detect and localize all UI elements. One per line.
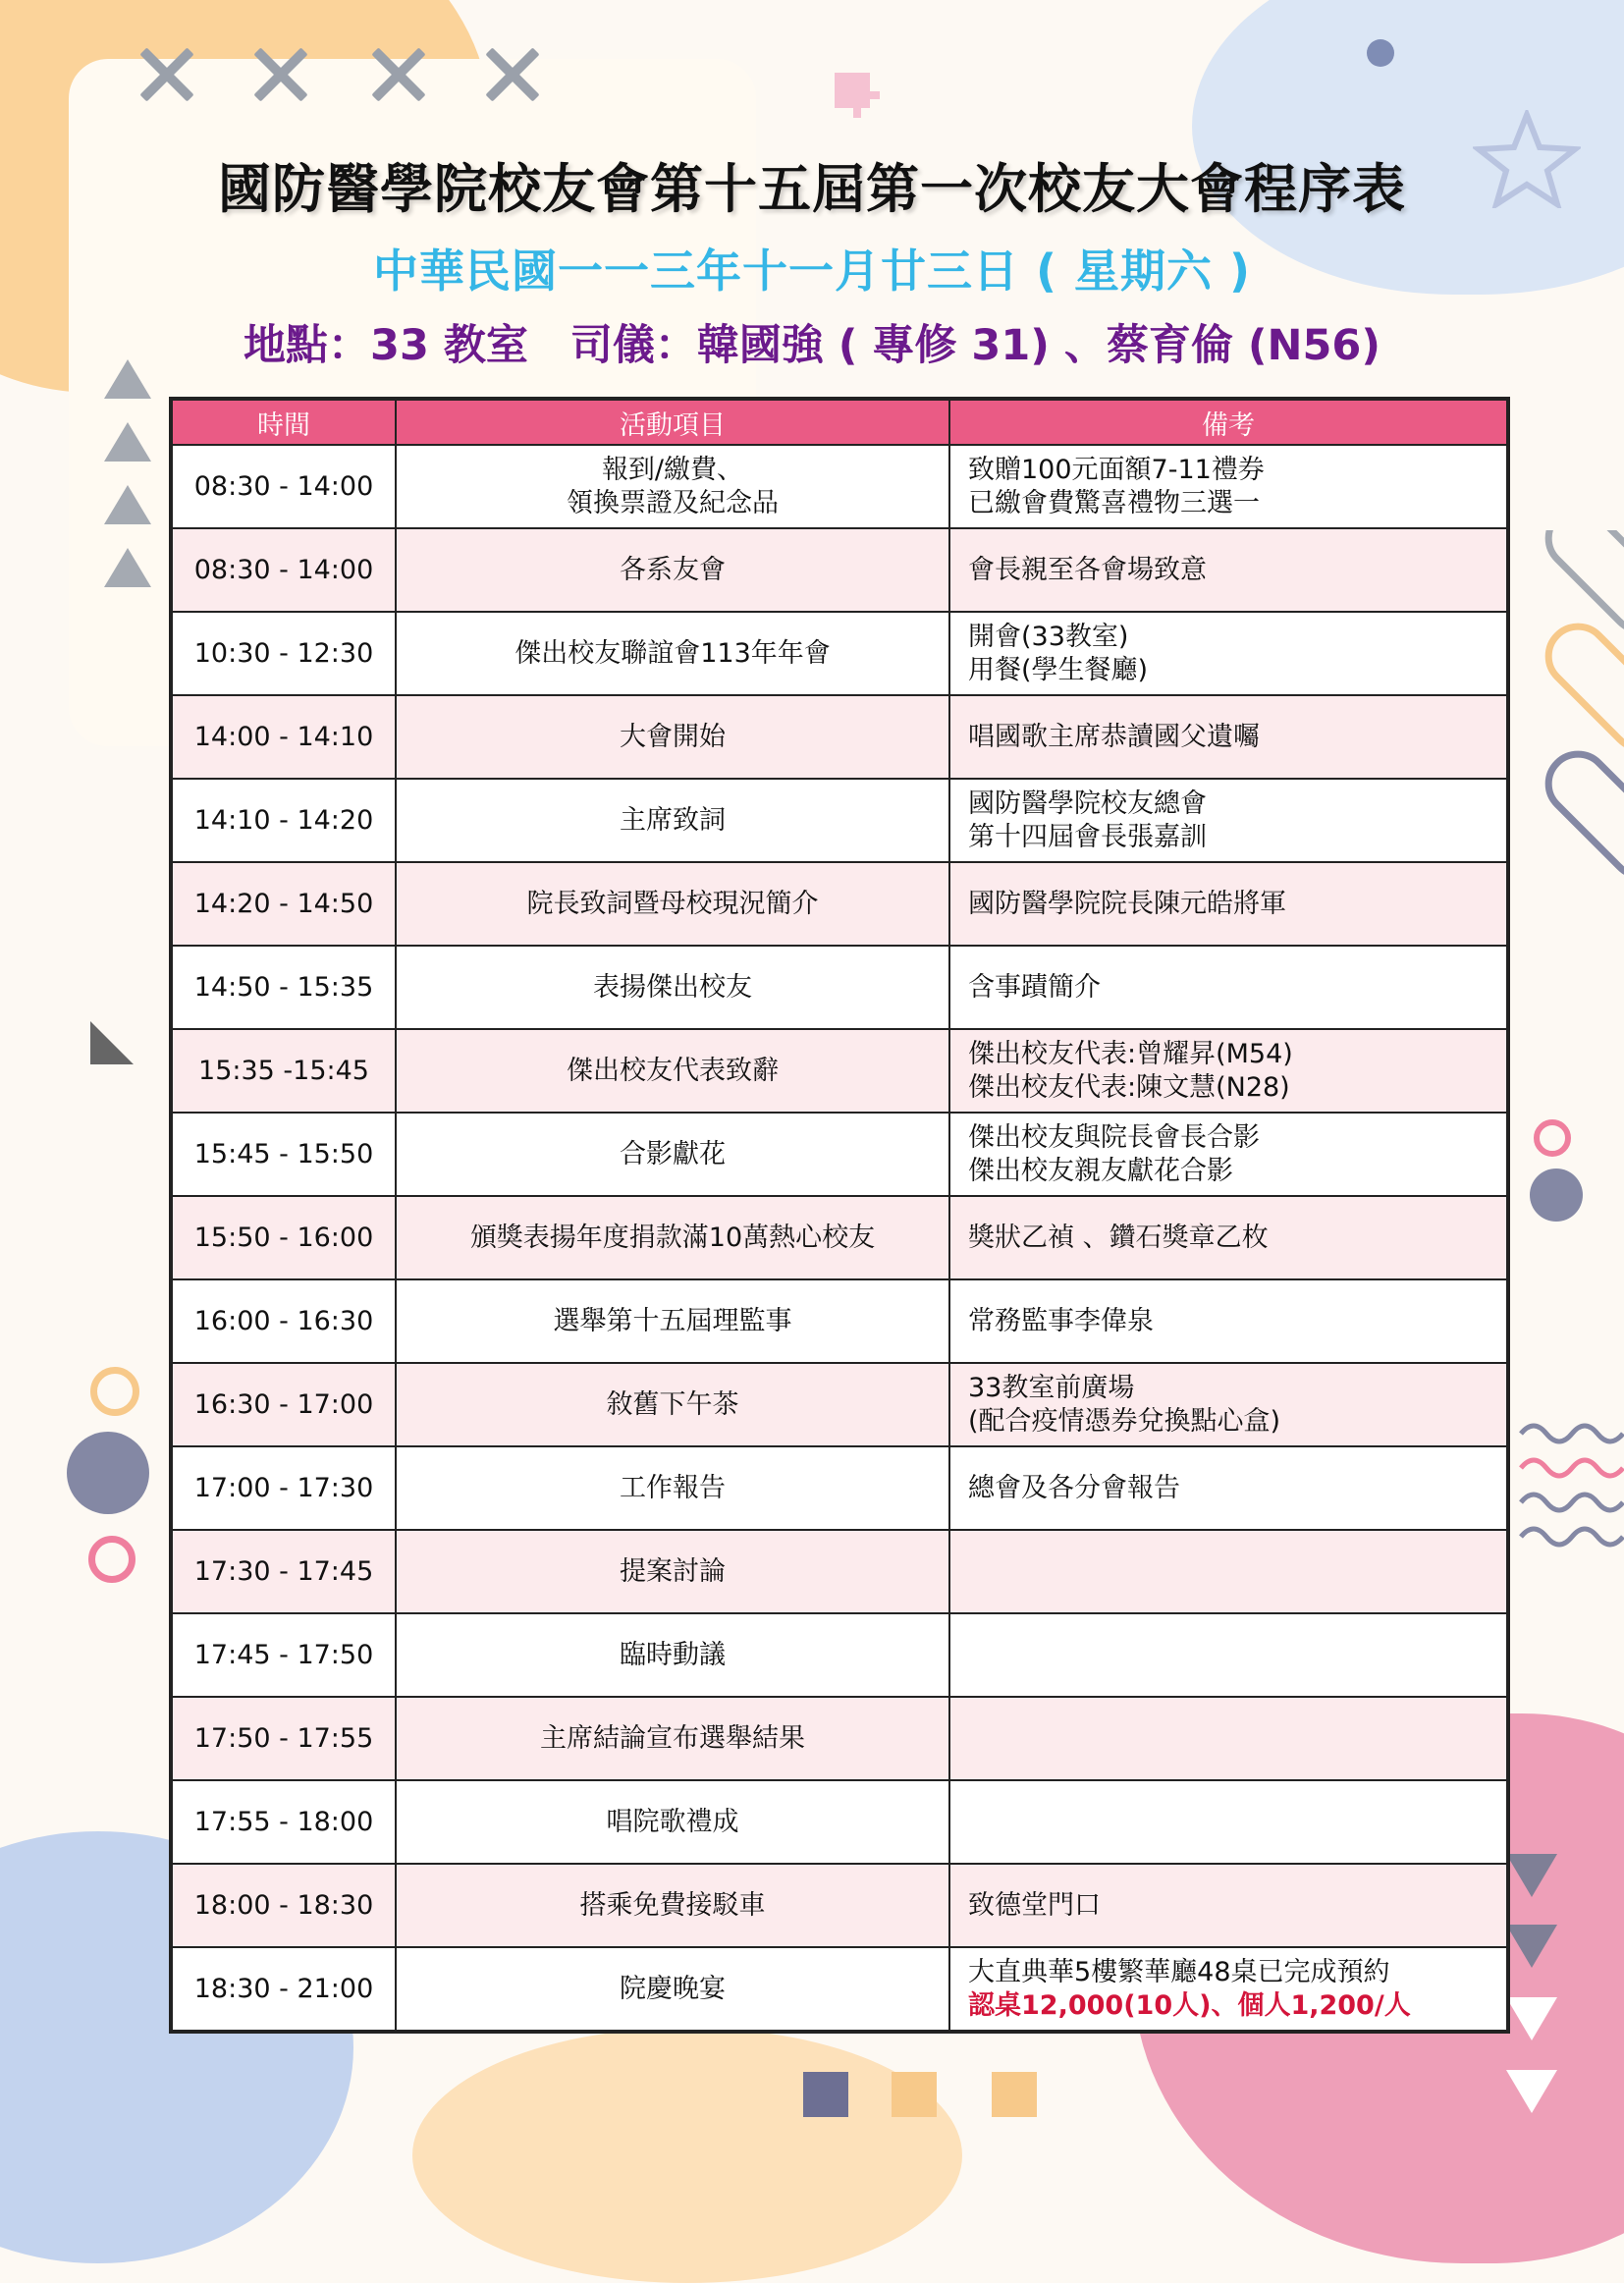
activity-line: 主席結論宣布選舉結果 (540, 1722, 805, 1754)
note-line: 常務監事李偉泉 (968, 1305, 1154, 1336)
column-header-notes: 備考 (949, 400, 1507, 445)
cell-notes (949, 1279, 1507, 1363)
table-row (172, 1697, 1507, 1780)
corner-triangle-icon (90, 1021, 134, 1064)
activity-line: 報到/繳費、 (601, 454, 744, 485)
note-line: 國防醫學院校友總會 (968, 788, 1207, 819)
table-header-row (172, 400, 1507, 445)
cell-notes (949, 779, 1507, 862)
cell-activity (396, 528, 949, 612)
activity-line: 選舉第十五屆理監事 (553, 1305, 792, 1336)
cell-notes (949, 1780, 1507, 1864)
cell-activity (396, 1279, 949, 1363)
activity-line: 傑出校友代表致辭 (567, 1055, 779, 1086)
activity-line: 大會開始 (620, 721, 726, 752)
cell-activity (396, 946, 949, 1029)
table-row (172, 1279, 1507, 1363)
wave-lines-icon (1516, 1414, 1624, 1581)
x-mark-icon (485, 47, 540, 102)
note-line: 用餐(學生餐廳) (968, 654, 1149, 685)
cell-notes (949, 445, 1507, 528)
cell-activity (396, 1113, 949, 1196)
ring-icon (1534, 1119, 1571, 1157)
table-row (172, 1530, 1507, 1613)
cell-notes (949, 1196, 1507, 1279)
activity-line: 搭乘免費接駁車 (579, 1889, 766, 1921)
event-date: 中華民國一一三年十一月廿三日 ( 星期六 ) (372, 245, 1252, 298)
cell-activity (396, 1864, 949, 1947)
cell-time: 14:20 - 14:50 (172, 862, 396, 946)
venue-and-emcee: 地點：33 教室 司儀：韓國強 ( 專修 31) 、蔡育倫 (N56) (244, 321, 1380, 370)
cell-notes (949, 946, 1507, 1029)
activity-line: 工作報告 (620, 1472, 726, 1503)
ring-icon (90, 1367, 139, 1416)
cell-time: 08:30 - 14:00 (172, 528, 396, 612)
cell-time: 14:50 - 15:35 (172, 946, 396, 1029)
cell-time: 18:00 - 18:30 (172, 1864, 396, 1947)
table-row (172, 1947, 1507, 2031)
table-row (172, 612, 1507, 695)
table-row (172, 1780, 1507, 1864)
activity-line: 臨時動議 (620, 1639, 726, 1670)
table-row (172, 1363, 1507, 1446)
cell-activity (396, 612, 949, 695)
note-line: 第十四屆會長張嘉訓 (968, 821, 1207, 852)
cell-time: 14:10 - 14:20 (172, 779, 396, 862)
cell-activity (396, 1530, 949, 1613)
table-row (172, 1613, 1507, 1697)
activity-line: 頒獎表揚年度捐款滿10萬熱心校友 (469, 1222, 876, 1253)
pill-outlines-icon (1516, 530, 1624, 943)
cell-notes (949, 1697, 1507, 1780)
activity-line: 各系友會 (620, 554, 726, 585)
cell-time: 17:55 - 18:00 (172, 1780, 396, 1864)
plus-icon (892, 2072, 937, 2117)
cell-notes (949, 612, 1507, 695)
cell-time: 17:50 - 17:55 (172, 1697, 396, 1780)
plus-icon (992, 2072, 1037, 2117)
table-row (172, 445, 1507, 528)
triangle-down-icon (1506, 2070, 1557, 2113)
note-line: 傑出校友與院長會長合影 (968, 1121, 1260, 1153)
note-line: (配合疫情憑券兌換點心盒) (968, 1405, 1281, 1437)
circle-icon (1530, 1169, 1583, 1222)
cell-time: 15:45 - 15:50 (172, 1113, 396, 1196)
cell-activity (396, 862, 949, 946)
cell-activity (396, 1029, 949, 1113)
column-header-activity: 活動項目 (396, 400, 949, 445)
decor-blob-bottom (412, 2028, 962, 2283)
cell-time: 17:30 - 17:45 (172, 1530, 396, 1613)
circle-icon (67, 1432, 149, 1514)
cell-notes (949, 1947, 1507, 2031)
cell-time: 15:50 - 16:00 (172, 1196, 396, 1279)
table-row (172, 779, 1507, 862)
cell-activity (396, 1613, 949, 1697)
triangle-icon (104, 485, 151, 524)
x-mark-icon (371, 47, 426, 102)
note-line: 唱國歌主席恭讀國父遺囑 (968, 721, 1260, 752)
cell-activity (396, 695, 949, 779)
schedule-body (172, 445, 1507, 2031)
activity-line: 主席致詞 (620, 804, 726, 836)
activity-line: 唱院歌禮成 (606, 1806, 739, 1837)
note-line: 傑出校友代表:曾耀昇(M54) (968, 1038, 1293, 1069)
cell-time: 16:00 - 16:30 (172, 1279, 396, 1363)
cell-time: 17:00 - 17:30 (172, 1446, 396, 1530)
activity-line: 敘舊下午茶 (606, 1388, 739, 1420)
triangle-icon (104, 548, 151, 587)
note-line: 總會及各分會報告 (968, 1472, 1180, 1503)
triangle-down-icon (1506, 1854, 1557, 1897)
table-row (172, 1029, 1507, 1113)
table-row (172, 695, 1507, 779)
cell-time: 17:45 - 17:50 (172, 1613, 396, 1697)
table-row (172, 528, 1507, 612)
cell-notes (949, 1613, 1507, 1697)
note-line: 已繳會費驚喜禮物三選一 (968, 487, 1260, 518)
cell-time: 08:30 - 14:00 (172, 445, 396, 528)
schedule-table (171, 399, 1508, 2032)
cell-activity (396, 1697, 949, 1780)
cell-notes (949, 1029, 1507, 1113)
activity-line: 傑出校友聯誼會113年年會 (514, 637, 831, 669)
table-row (172, 946, 1507, 1029)
note-line: 開會(33教室) (968, 621, 1129, 652)
cell-notes (949, 1113, 1507, 1196)
cell-time: 10:30 - 12:30 (172, 612, 396, 695)
note-line: 33教室前廣場 (968, 1372, 1135, 1403)
table-row (172, 862, 1507, 946)
cell-notes (949, 1446, 1507, 1530)
note-line: 國防醫學院院長陳元皓將軍 (968, 888, 1286, 919)
ring-icon (88, 1536, 135, 1583)
triangle-icon (104, 422, 151, 462)
activity-line: 院長致詞暨母校現況簡介 (526, 888, 819, 919)
cell-time: 18:30 - 21:00 (172, 1947, 396, 2031)
cell-notes (949, 1363, 1507, 1446)
note-line: 傑出校友代表:陳文慧(N28) (968, 1071, 1290, 1103)
column-header-time: 時間 (172, 400, 396, 445)
cell-activity (396, 1446, 949, 1530)
note-line: 獎狀乙禎 、鑽石獎章乙枚 (968, 1222, 1269, 1253)
activity-line: 表揚傑出校友 (593, 971, 752, 1003)
note-line: 認桌12,000(10人)、個人1,200/人 (968, 1989, 1411, 2021)
note-line: 致贈100元面額7-11禮券 (968, 454, 1265, 485)
activity-line: 提案討論 (620, 1555, 726, 1587)
cell-notes (949, 695, 1507, 779)
page-title: 國防醫學院校友會第十五屆第一次校友大會程序表 (218, 158, 1406, 220)
note-line: 含事蹟簡介 (968, 971, 1101, 1003)
cell-notes (949, 1530, 1507, 1613)
plus-icon (803, 2072, 848, 2117)
cell-activity (396, 1363, 949, 1446)
table-row (172, 1113, 1507, 1196)
note-line: 傑出校友親友獻花合影 (968, 1155, 1233, 1186)
note-line: 大直典華5樓繁華廳48桌已完成預約 (968, 1956, 1390, 1987)
note-line: 致德堂門口 (968, 1889, 1101, 1921)
triangle-down-icon (1506, 1925, 1557, 1968)
table-row (172, 1446, 1507, 1530)
activity-line: 院慶晚宴 (620, 1973, 726, 2004)
cell-time: 16:30 - 17:00 (172, 1363, 396, 1446)
cell-activity (396, 1780, 949, 1864)
cell-activity (396, 779, 949, 862)
cell-time: 14:00 - 14:10 (172, 695, 396, 779)
cell-activity (396, 1196, 949, 1279)
cell-notes (949, 862, 1507, 946)
table-row (172, 1864, 1507, 1947)
x-mark-icon (139, 47, 194, 102)
plus-icon (835, 73, 870, 108)
x-mark-icon (253, 47, 308, 102)
table-row (172, 1196, 1507, 1279)
cell-notes (949, 528, 1507, 612)
note-line: 會長親至各會場致意 (968, 554, 1207, 585)
circle-icon (1367, 39, 1394, 67)
cell-activity (396, 1947, 949, 2031)
activity-line: 合影獻花 (620, 1138, 726, 1169)
cell-notes (949, 1864, 1507, 1947)
triangle-down-icon (1506, 1997, 1557, 2040)
activity-line: 領換票證及紀念品 (567, 487, 779, 518)
cell-time: 15:35 -15:45 (172, 1029, 396, 1113)
cell-activity (396, 445, 949, 528)
